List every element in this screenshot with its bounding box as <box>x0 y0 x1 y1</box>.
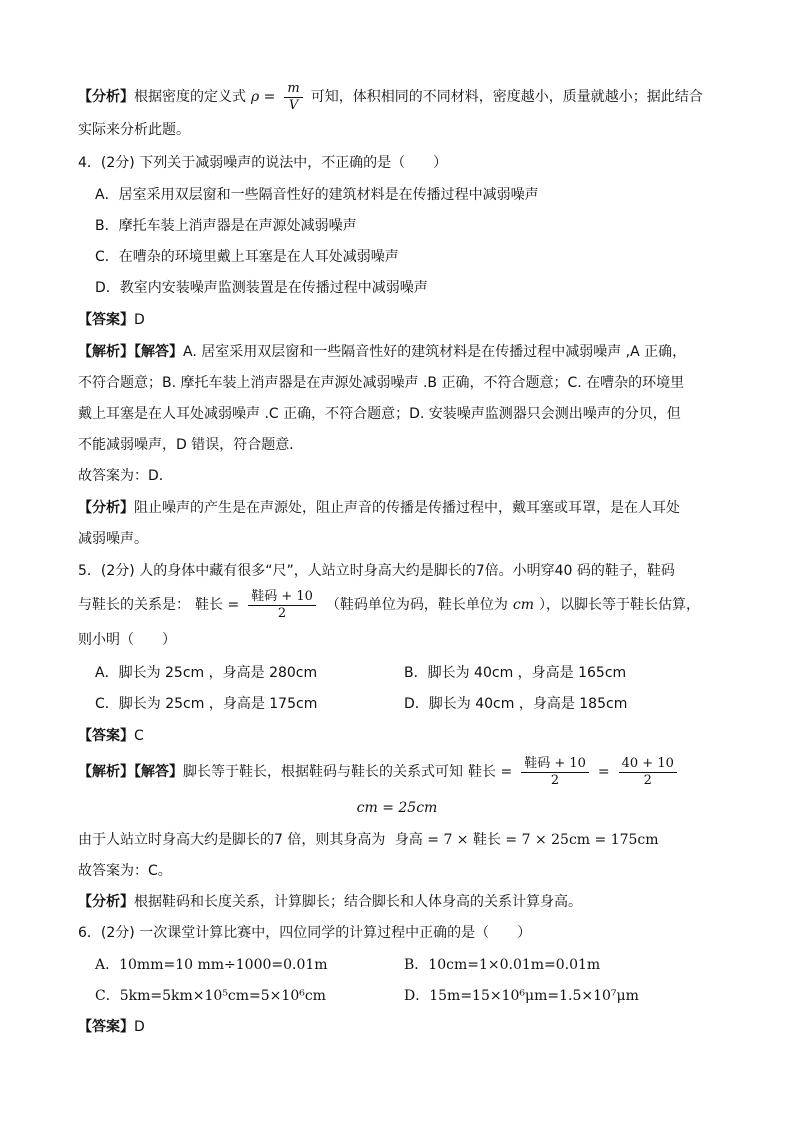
answer-tag: 【答案】 <box>78 312 134 328</box>
fraction-numerator: 40 + 10 <box>619 756 677 773</box>
numeric-fraction <box>619 756 677 789</box>
analysis-text: 阻止噪声的产生是在声源处，阻止声音的传播是传播过程中，戴耳塞或耳罩，是在人耳处 <box>134 500 680 516</box>
fraction-denominator: V <box>288 97 299 113</box>
answer-value: C <box>134 728 144 744</box>
question-stem: 6．(2分) 一次课堂计算比赛中，四位同学的计算过程中正确的是（ ） <box>78 925 532 941</box>
fraction-denominator: 2 <box>643 772 652 788</box>
option-d: D．15m=15×10⁶μm=1.5×10⁷μm <box>404 988 639 1004</box>
option-a: A．10mm=10 mm÷1000=0.01m <box>95 957 328 973</box>
explanation-result: cm = 25cm <box>356 800 438 816</box>
stem-text: ），以脚长等于鞋长估算， <box>539 597 701 613</box>
answer-line <box>78 310 145 330</box>
formula-lhs: 鞋长 = <box>468 764 513 780</box>
analysis-tag: 【分析】 <box>78 894 134 910</box>
option-d: D．教室内安装噪声监测装置是在传播过程中减弱噪声 <box>95 280 428 296</box>
explanation-text: A. 居室采用双层窗和一些隔音性好的建筑材料是在传播过程中减弱噪声 ,A 正确， <box>183 344 687 360</box>
explanation-tag: 【解析】【解答】 <box>78 344 183 360</box>
option-d: D．脚长为 40cm ，身高是 185cm <box>404 696 628 712</box>
fraction-denominator: 2 <box>277 605 287 621</box>
explanation-text: 由于人站立时身高大约是脚长的7 倍，则其身高为 <box>78 832 386 848</box>
height-formula: 身高 = 7 × 鞋长 = 7 × 25cm = 175cm <box>394 832 659 848</box>
option-c: C．脚长为 25cm ，身高是 175cm <box>95 696 318 712</box>
stem-text: （鞋码单位为码，鞋长单位为 <box>325 597 508 613</box>
analysis-tag: 【分析】 <box>78 500 134 516</box>
analysis-text: 根据密度的定义式 <box>134 89 246 105</box>
question-stem-formula-line <box>78 585 700 625</box>
prev-analysis-line: 实际来分析此题。 <box>78 122 190 138</box>
shoe-length-fraction <box>521 756 589 789</box>
option-b: B．10cm=1×0.01m=0.01m <box>404 957 601 973</box>
height-line <box>78 830 664 850</box>
shoe-length-fraction <box>248 589 316 622</box>
analysis-line <box>78 892 582 912</box>
answer-tag: 【答案】 <box>78 728 134 744</box>
fraction-numerator: m <box>284 81 302 98</box>
unit-text: cm <box>512 597 535 613</box>
option-a: A．脚长为 25cm ，身高是 280cm <box>95 665 318 681</box>
analysis-tag: 【分析】 <box>78 89 134 105</box>
analysis-line <box>78 498 680 518</box>
question-stem: 5．(2分) 人的身体中藏有很多“尺”，人站立时身高大约是脚长的7倍。小明穿40 码的鞋子，鞋码 <box>78 563 675 579</box>
conclusion-line: 故答案为：C。 <box>78 863 172 879</box>
explanation-line <box>78 342 686 362</box>
explanation-line: 戴上耳塞是在人耳处减弱噪声 .C 正确，不符合题意；D. 安装噪声监测器只会测出噪声的分贝，但 <box>78 406 681 422</box>
answer-tag: 【答案】 <box>78 1019 134 1035</box>
answer-value: D <box>134 312 145 328</box>
explanation-formula-line <box>78 752 681 792</box>
question-stem: 则小明（ ） <box>78 632 176 648</box>
prev-analysis-line <box>78 77 703 117</box>
explanation-tag: 【解析】【解答】 <box>78 764 183 780</box>
analysis-text: 可知，体积相同的不同材料，密度越小，质量就越小；据此结合 <box>310 89 703 105</box>
explanation-line: 不符合题意；B. 摩托车装上消声器是在声源处减弱噪声 .B 正确，不符合题意；C. 在嘈杂的环境里 <box>78 375 685 391</box>
equals-sign: = <box>597 764 610 780</box>
conclusion-line: 故答案为：D． <box>78 468 173 484</box>
density-symbol: ρ = <box>251 89 276 105</box>
answer-value: D <box>134 1019 145 1035</box>
density-fraction <box>284 81 302 114</box>
answer-line <box>78 1017 145 1037</box>
explanation-line: 不能减弱噪声，D 错误，符合题意． <box>78 437 304 453</box>
option-a: A．居室采用双层窗和一些隔音性好的建筑材料是在传播过程中减弱噪声 <box>95 187 539 203</box>
question-stem: 4．(2分) 下列关于减弱噪声的说法中，不正确的是（ ） <box>78 155 448 171</box>
answer-line <box>78 726 144 746</box>
option-b: B．摩托车装上消声器是在声源处减弱噪声 <box>95 218 357 234</box>
fraction-numerator: 鞋码 + 10 <box>521 756 589 773</box>
analysis-text: 根据鞋码和长度关系，计算脚长；结合脚长和人体身高的关系计算身高。 <box>134 894 582 910</box>
stem-text: 与鞋长的关系是： <box>78 597 190 613</box>
formula-lhs: 鞋长 = <box>195 597 240 613</box>
fraction-denominator: 2 <box>550 772 560 788</box>
option-b: B．脚长为 40cm ，身高是 165cm <box>404 665 627 681</box>
fraction-numerator: 鞋码 + 10 <box>248 589 316 606</box>
explanation-text: 脚长等于鞋长，根据鞋码与鞋长的关系式可知 <box>183 764 463 780</box>
option-c: C．5km=5km×10⁵cm=5×10⁶cm <box>95 988 326 1004</box>
option-c: C．在嘈杂的环境里戴上耳塞是在人耳处减弱噪声 <box>95 249 399 265</box>
analysis-line: 减弱噪声。 <box>78 531 148 547</box>
